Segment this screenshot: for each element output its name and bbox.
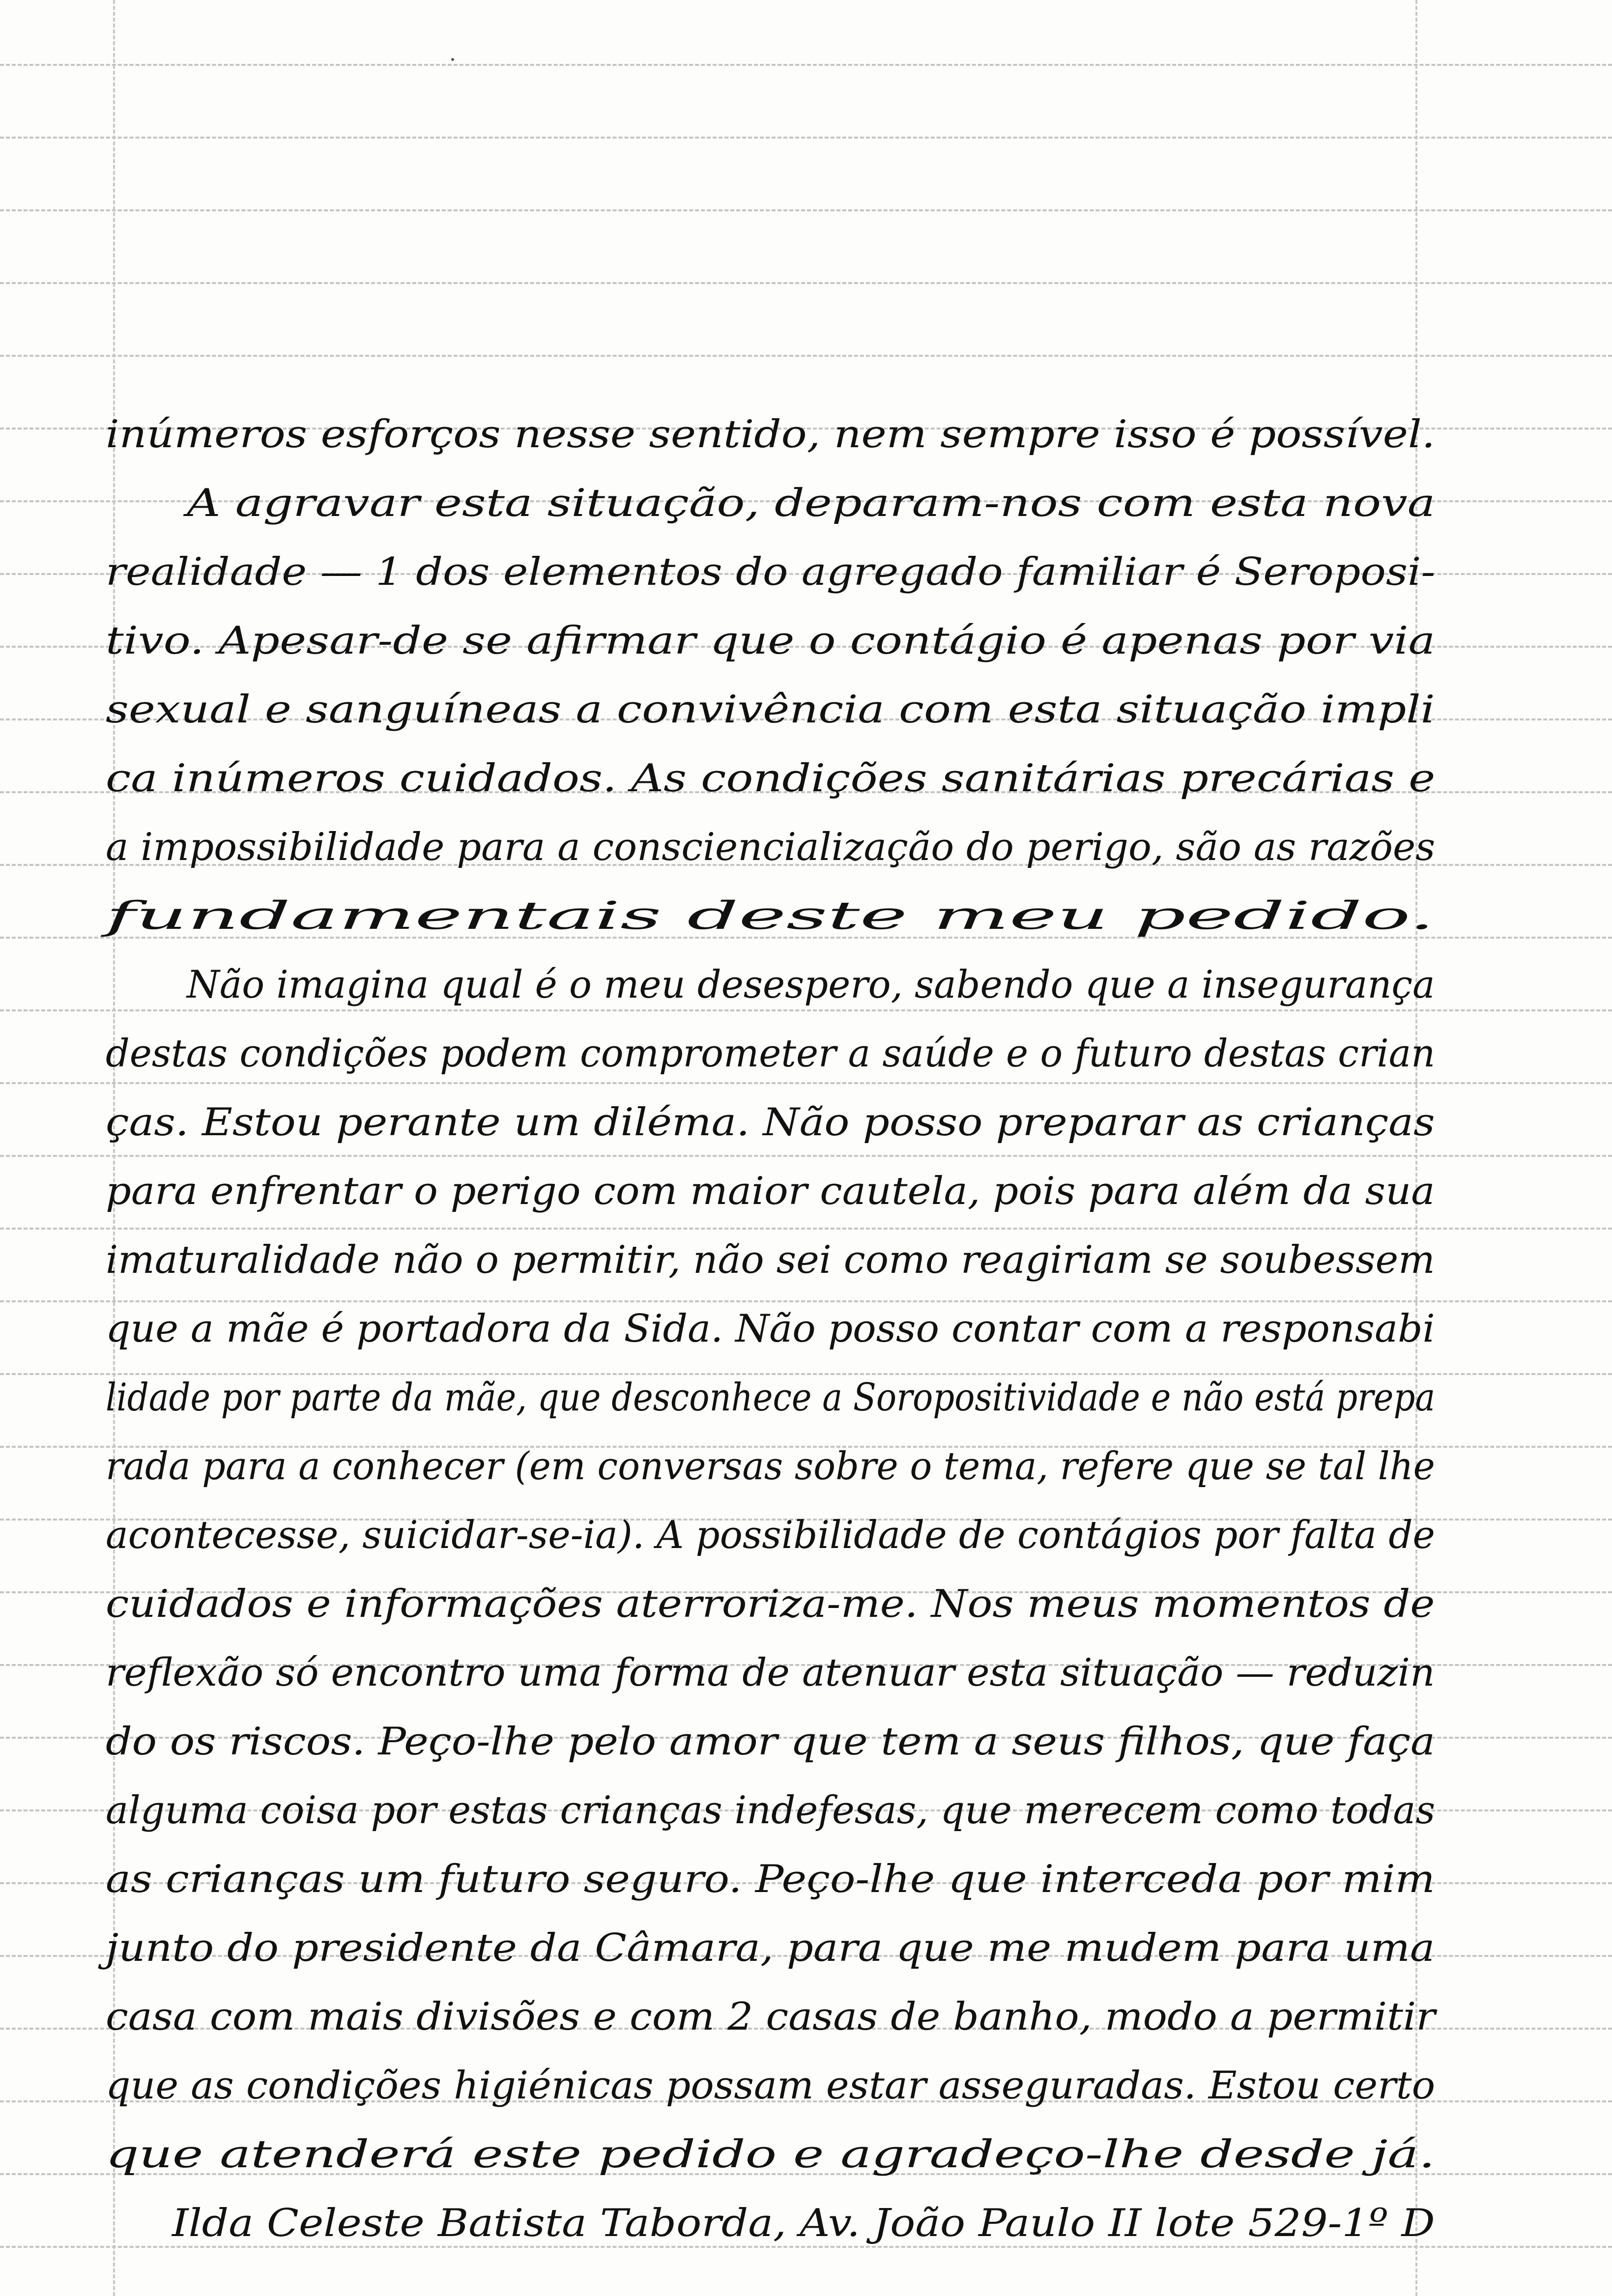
letter-line: a impossibilidade para a consciencialização do perigo, são as razões <box>106 825 1436 869</box>
letter-line: casa com mais divisões e com 2 casas de banho, modo a permitir <box>106 1995 1436 2039</box>
ruled-line <box>0 1155 1612 1157</box>
letter-line: que atenderá este pedido e agradeço-lhe desde já. <box>106 2132 1436 2177</box>
letter-line: alguma coisa por estas crianças indefesas, que merecem como todas <box>106 1788 1436 1833</box>
ruled-line <box>0 1082 1612 1084</box>
letter-line: que as condições higiénicas possam estar asseguradas. Estou certo <box>106 2064 1436 2108</box>
ruled-line <box>0 137 1612 139</box>
ruled-line <box>0 2246 1612 2248</box>
letter-line: tivo. Apesar-de se afirmar que o contágio é apenas por via <box>106 619 1436 663</box>
ruled-line <box>0 64 1612 66</box>
letter-line: A agravar esta situação, deparam-nos com esta nova <box>187 481 1436 525</box>
letter-line: junto do presidente da Câmara, para que me mudem para uma <box>106 1926 1435 1970</box>
letter-line: cuidados e informações aterroriza-me. Nos meus momentos de <box>106 1582 1435 1626</box>
letter-line: para enfrentar o perigo com maior cautela, pois para além da sua <box>106 1169 1435 1213</box>
ruled-line <box>0 355 1612 357</box>
letter-line: destas condições podem comprometer a saúde e o futuro destas crian <box>106 1032 1436 1076</box>
letter-line: lidade por parte da mãe, que desconhece a Soropositividade e não está prepa <box>106 1376 1436 1420</box>
letter-line: reflexão só encontro uma forma de atenuar esta situação — reduzin <box>106 1651 1435 1695</box>
ruled-line <box>0 209 1612 211</box>
letter-line: fundamentais deste meu pedido. <box>106 894 1435 938</box>
ruled-line <box>0 1300 1612 1302</box>
ruled-line <box>0 1009 1612 1011</box>
letter-line: que a mãe é portadora da Sida. Não posso contar com a responsabi <box>106 1307 1435 1351</box>
letter-line: inúmeros esforços nesse sentido, nem sempre isso é possível. <box>106 412 1436 457</box>
letter-line: acontecesse, suicidar-se-ia). A possibilidade de contágios por falta de <box>106 1513 1436 1557</box>
signature-address-line: Ilda Celeste Batista Taborda, Av. João Paulo II lote 529-1º D <box>172 2201 1435 2245</box>
paper-speck <box>451 58 454 61</box>
letter-line: imaturalidade não o permitir, não sei como reagiriam se soubessem <box>106 1238 1435 1282</box>
letter-line: sexual e sanguíneas a convivência com esta situação impli <box>106 688 1435 732</box>
ruled-line <box>0 1373 1612 1375</box>
letter-line: as crianças um futuro seguro. Peço-lhe que interceda por mim <box>106 1857 1435 1901</box>
letter-line: rada para a conhecer (em conversas sobre o tema, refere que se tal lhe <box>106 1444 1435 1489</box>
letter-line: realidade — 1 dos elementos do agregado familiar é Seroposi- <box>106 550 1436 594</box>
letter-line: Não imagina qual é o meu desespero, sabendo que a insegurança <box>187 963 1435 1007</box>
letter-line: ças. Estou perante um diléma. Não posso preparar as crianças <box>106 1100 1435 1145</box>
ruled-line <box>0 1228 1612 1230</box>
letter-line: ca inúmeros cuidados. As condições sanitárias precárias e <box>106 756 1436 801</box>
letter-line: do os riscos. Peço-lhe pelo amor que tem a seus filhos, que faça <box>106 1720 1435 1764</box>
ruled-line <box>0 282 1612 284</box>
